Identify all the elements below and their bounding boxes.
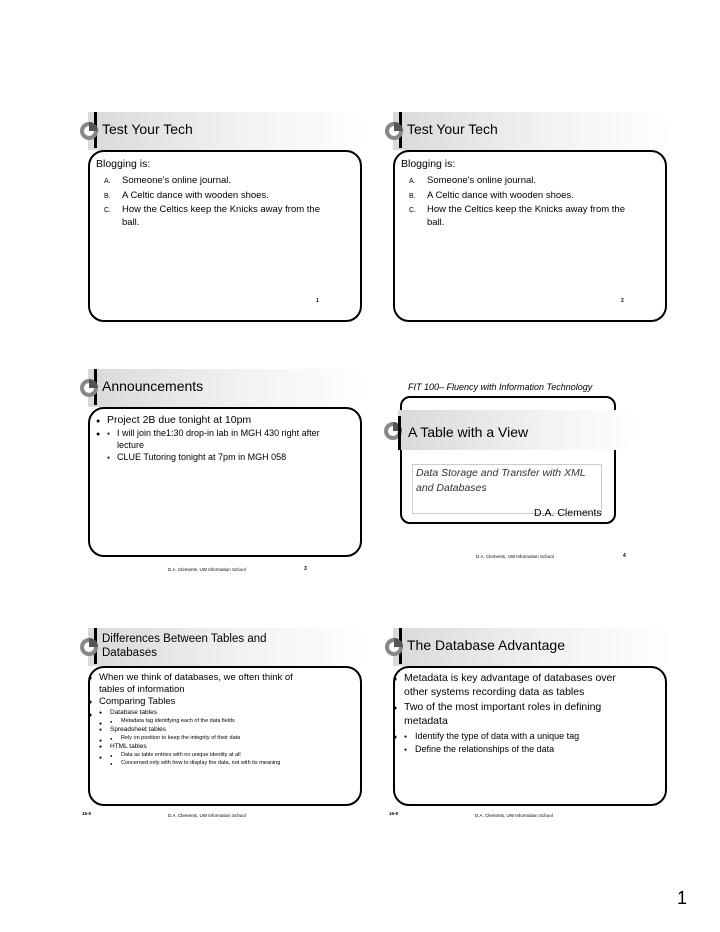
slide-5 <box>78 628 368 838</box>
intro-text: Blogging is: <box>401 158 456 170</box>
slide-title: Test Your Tech <box>407 121 498 137</box>
list-item: A. Someone's online journal. <box>104 175 232 186</box>
list-item: ● Define the relationships of the data <box>404 743 628 756</box>
slide-label: 16-5 <box>82 811 92 816</box>
slide-label: 16-6 <box>389 811 399 816</box>
slide-body <box>88 672 318 767</box>
list-item: A. Someone's online journal. <box>409 175 537 186</box>
slide-body <box>96 158 332 231</box>
list-item: ● ● Rely on position to keep the integrity of their data <box>110 734 318 742</box>
slide-footer: D.A. Clements, UW Information School <box>168 813 246 818</box>
list-item: C. How the Celtics keep the Knicks away from the ball. <box>104 204 321 228</box>
title-rule <box>398 416 401 450</box>
slide-body <box>96 414 326 463</box>
slide-footer: D.A. Clements, UW Information School <box>476 554 554 559</box>
slide-number: 4 <box>623 553 626 559</box>
slide-4 <box>380 378 670 588</box>
list-item: ● Comparing Tables <box>88 696 318 708</box>
list-item: ● CLUE Tutoring tonight at 7pm in MGH 058 <box>107 451 326 463</box>
list-item: C. How the Celtics keep the Knicks away from the ball. <box>409 204 626 228</box>
slide-3 <box>78 369 368 579</box>
logo-icon <box>78 120 100 142</box>
slide-title: Announcements <box>102 378 204 394</box>
list-item: B. A Celtic dance with wooden shoes. <box>409 189 574 201</box>
intro-text: Blogging is: <box>96 158 151 170</box>
list-item: ● ● Database tables <box>99 708 318 717</box>
list-item: ● Project 2B due tonight at 10pm <box>96 414 326 427</box>
slide-number: 3 <box>304 566 307 572</box>
slide-title: A Table with a View <box>408 424 529 440</box>
slide-body <box>393 672 628 756</box>
options-list <box>401 175 637 229</box>
list-item: ● ● Metadata tag identifying each of the data fields <box>110 717 318 725</box>
slide-footer: D.A. Clements, UW Information School <box>475 813 553 818</box>
list-item: ● Concerned only with how to display the data, not with its meaning <box>110 759 318 767</box>
list-item: ● ● Identify the type of data with a unique tag <box>404 730 628 743</box>
logo-icon <box>383 120 405 142</box>
course-name: FIT 100– Fluency with Information Technology <box>408 382 593 392</box>
slide-body <box>401 158 637 231</box>
slide-1 <box>78 112 368 322</box>
list-item: ● ● I will join the1:30 drop-in lab in MGH 430 right after lecture <box>107 427 326 451</box>
logo-icon <box>78 377 100 399</box>
list-item: ● Spreadsheet tables <box>99 725 318 734</box>
slide-number: 1 <box>316 298 319 304</box>
list-item: ● Metadata is key advantage of databases over other systems recording data as tables <box>393 672 628 699</box>
slide-footer: D.A. Clements, UW Information School <box>168 567 246 572</box>
slide-2 <box>383 112 673 322</box>
logo-icon <box>383 636 405 658</box>
page-number: 1 <box>676 888 687 908</box>
slide-title: The Database Advantage <box>407 637 566 653</box>
slide-number: 2 <box>621 298 624 304</box>
list-item: ● ● Data as table entries with no unique identity at all <box>110 751 318 759</box>
options-list <box>96 175 332 229</box>
slide-title: Differences Between Tables and Databases <box>102 633 267 659</box>
slide-6 <box>383 628 673 838</box>
list-item: ● When we think of databases, we often think of tables of information <box>88 672 318 696</box>
list-item: ● HTML tables <box>99 742 318 751</box>
slide-subtitle: Data Storage and Transfer with XML and Databases <box>416 467 586 494</box>
logo-icon <box>78 636 100 658</box>
author: D.A. Clements <box>534 507 602 519</box>
slide-title: Test Your Tech <box>102 121 193 137</box>
list-item: ● Two of the most important roles in defining metadata <box>393 701 628 728</box>
list-item: B. A Celtic dance with wooden shoes. <box>104 189 269 201</box>
